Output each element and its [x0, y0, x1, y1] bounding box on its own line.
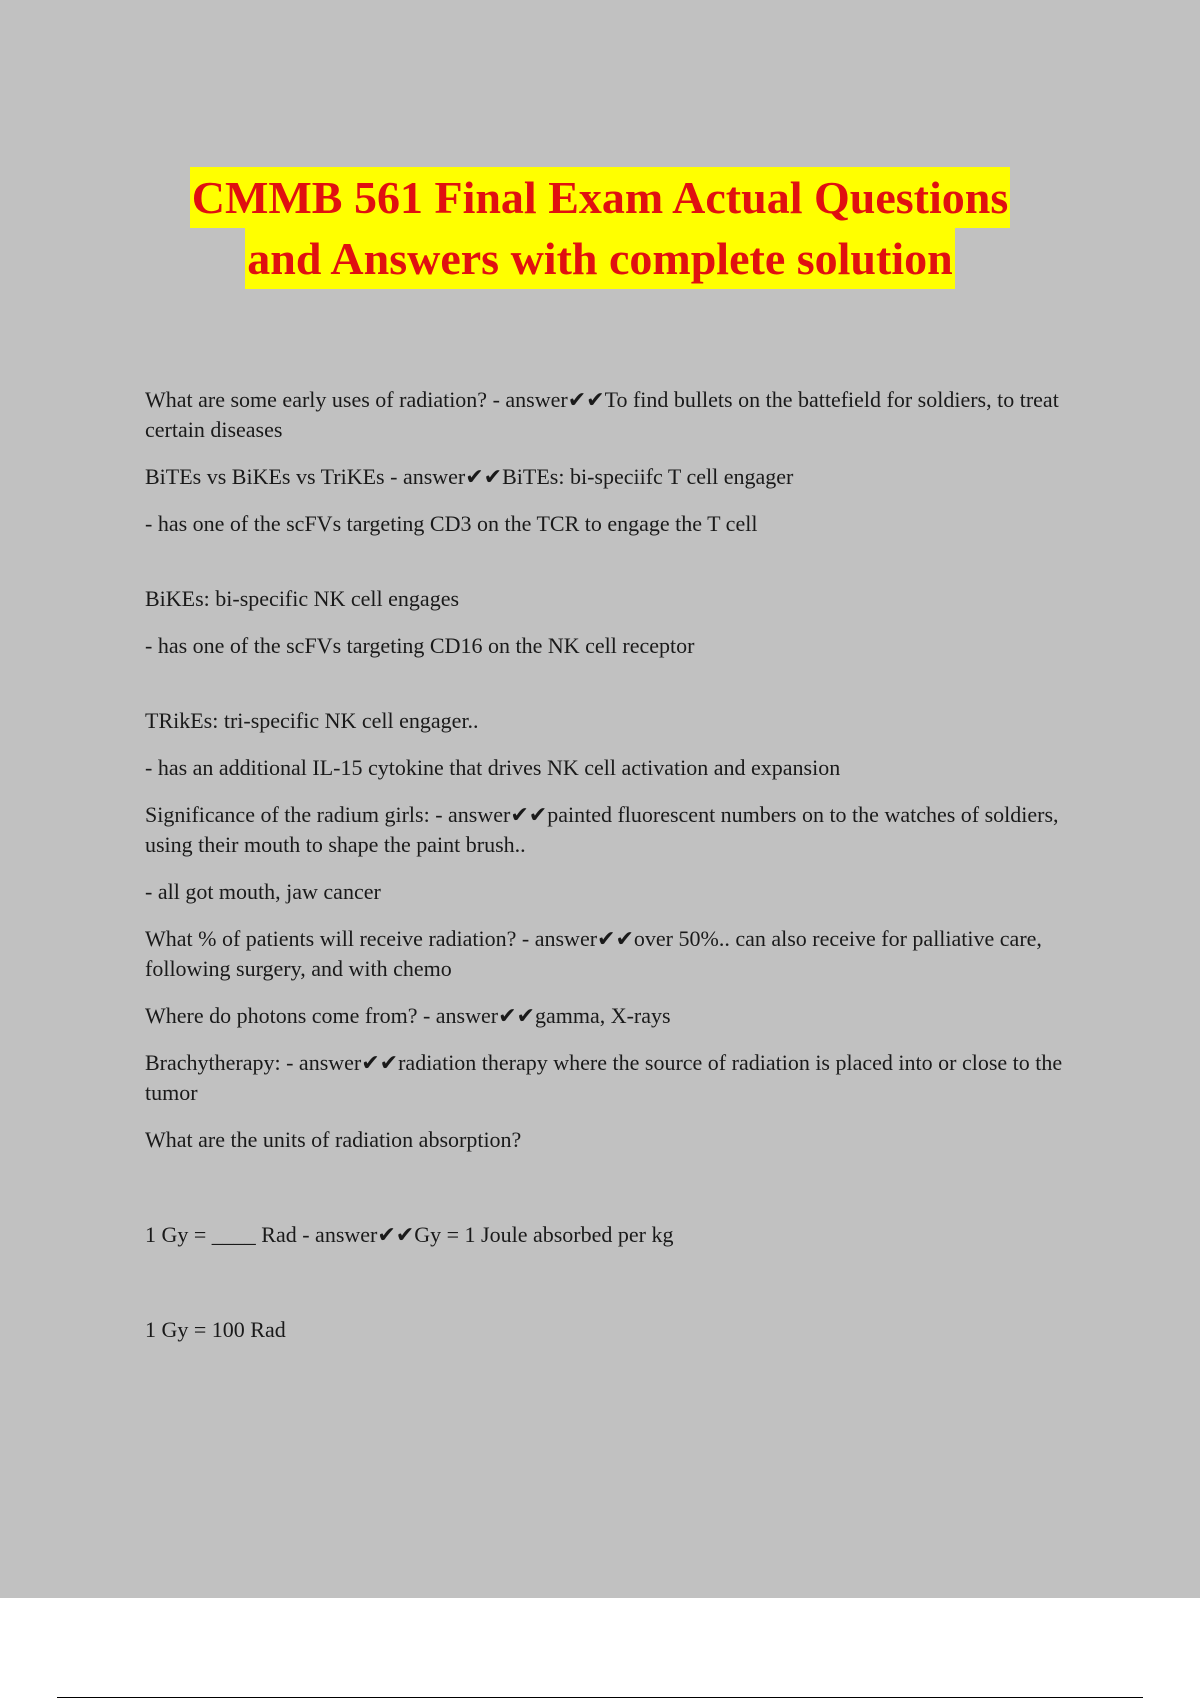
paragraph: 1 Gy = ____ Rad - answer✔✔Gy = 1 Joule absorbed per kg	[145, 1222, 674, 1247]
paragraph: Significance of the radium girls: - answer✔✔painted fluorescent numbers on to the watches of soldiers, using their mouth to shape the paint brush..	[145, 802, 1059, 857]
paragraph: - has an additional IL-15 cytokine that drives NK cell activation and expansion	[145, 755, 841, 780]
paragraph: What % of patients will receive radiation? - answer✔✔over 50%.. can also receive for palliative care, following surgery, and with chemo	[145, 926, 1042, 981]
title-line-2: and Answers with complete solution	[245, 228, 954, 289]
paragraph: What are the units of radiation absorption?	[145, 1127, 522, 1152]
blank-line	[145, 1267, 1085, 1315]
blank-line	[145, 1172, 1085, 1220]
paragraph: BiTEs vs BiKEs vs TriKEs - answer✔✔BiTEs: bi-speciifc T cell engager	[145, 464, 794, 489]
paragraph: Brachytherapy: - answer✔✔radiation therapy where the source of radiation is placed into or close to the tumor	[145, 1050, 1063, 1105]
footer-divider	[57, 1697, 1143, 1698]
title-line-1: CMMB 561 Final Exam Actual Questions	[190, 167, 1011, 228]
paragraph: - all got mouth, jaw cancer	[145, 879, 381, 904]
document-body	[145, 385, 1085, 1362]
document-title	[0, 167, 1200, 289]
paragraph: - has one of the scFVs targeting CD16 on the NK cell receptor	[145, 633, 695, 658]
blank-line	[145, 556, 1085, 584]
paragraph: BiKEs: bi-specific NK cell engages	[145, 586, 460, 611]
paragraph: TRikEs: tri-specific NK cell engager..	[145, 708, 479, 733]
paragraph: Where do photons come from? - answer✔✔gamma, X-rays	[145, 1003, 671, 1028]
paragraph: - has one of the scFVs targeting CD3 on the TCR to engage the T cell	[145, 511, 758, 536]
paragraph: 1 Gy = 100 Rad	[145, 1317, 286, 1342]
paragraph: What are some early uses of radiation? - answer✔✔To find bullets on the battefield for soldiers, to treat certain diseases	[145, 387, 1059, 442]
blank-line	[145, 678, 1085, 706]
